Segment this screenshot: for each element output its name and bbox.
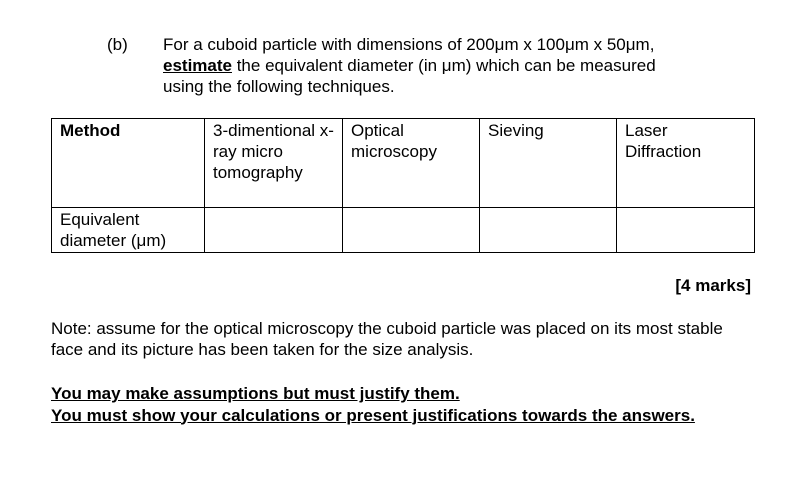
question-line-1: For a cuboid particle with dimensions of 200μm x 100μm x 50μm, — [163, 35, 655, 54]
instruction-line-1: You may make assumptions but must justify them. — [51, 384, 460, 403]
table-row-method — [52, 119, 755, 208]
part-label: (b) — [107, 35, 128, 54]
method-cell-optical: Optical microscopy — [343, 119, 480, 208]
methods-table — [51, 118, 755, 253]
method-cell-sieving: Sieving — [480, 119, 617, 208]
diameter-header-cell: Equivalent diameter (μm) — [52, 208, 205, 253]
question-line-3: using the following techniques. — [163, 77, 395, 96]
question-line-2 — [163, 55, 763, 76]
estimate-emphasis: estimate — [163, 56, 232, 75]
question-line-2-rest: the equivalent diameter (in μm) which can be measured — [231, 56, 656, 75]
marks-label: [4 marks] — [675, 276, 751, 295]
answer-cell-sieving[interactable] — [480, 208, 617, 253]
table-row-diameter — [52, 208, 755, 253]
instruction-line-2: You must show your calculations or present justifications towards the answers. — [51, 405, 695, 425]
instructions — [51, 383, 751, 426]
answer-cell-optical[interactable] — [343, 208, 480, 253]
method-header-cell: Method — [52, 119, 205, 208]
method-cell-laser: Laser Diffraction — [617, 119, 755, 208]
answer-cell-xray[interactable] — [205, 208, 343, 253]
note-text: Note: assume for the optical microscopy the cuboid particle was placed on its most stable face and its picture has been taken for the size analysis. — [51, 319, 723, 359]
answer-cell-laser[interactable] — [617, 208, 755, 253]
question-text — [163, 34, 763, 97]
method-cell-xray: 3-dimentional x-ray micro tomography — [205, 119, 343, 208]
